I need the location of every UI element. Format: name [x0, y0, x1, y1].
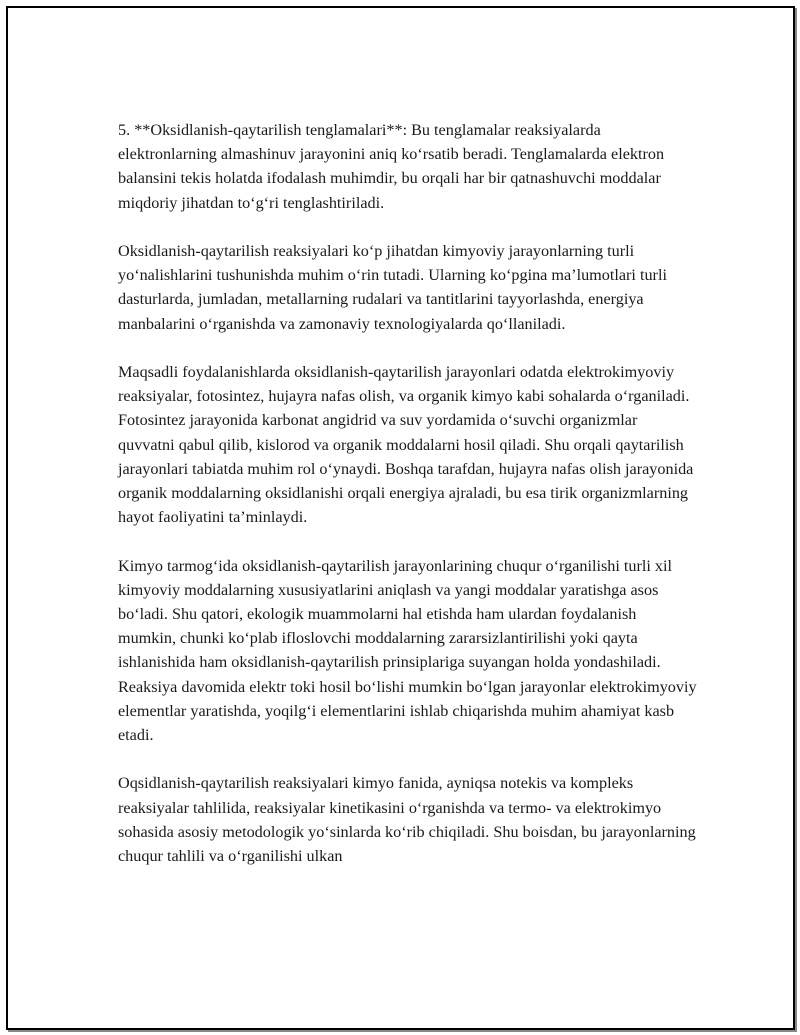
document-page	[6, 6, 795, 1030]
paragraph-3: Maqsadli foydalanishlarda oksidlanish-qaytarilish jarayonlari odatda elektrokimyoviy reaksiyalar, fotosintez, hujayra nafas olish, va organik kimyo kabi sohalarda oʻrganiladi. Fotosintez jarayonida karbonat angidrid va suv yordamida oʻsuvchi organizmlar quvvatni qabul qilib, kislorod va organik moddalarni hosil qiladi. Shu orqali qaytarilish jarayonlari tabiatda muhim rol oʻynaydi. Boshqa tarafdan, hujayra nafas olish jarayonida organik moddalarning oksidlanishi orqali energiya ajraladi, bu esa tirik organizmlarning hayot faoliyatini taʼminlaydi.	[118, 363, 694, 527]
paragraph-2: Oksidlanish-qaytarilish reaksiyalari koʻp jihatdan kimyoviy jarayonlarning turli yoʻnalishlarini tushunishda muhim oʻrin tutadi. Ularning koʻpgina maʼlumotlari turli dasturlarda, jumladan, metallarning rudalari va tantitlarini tayyorlashda, energiya manbalarini oʻrganishda va zamonaviy texnologiyalarda qoʻllaniladi.	[118, 242, 667, 333]
paragraph-1: 5. **Oksidlanish-qaytarilish tenglamalari**: Bu tenglamalar reaksiyalarda elektronlarning almashinuv jarayonini aniq koʻrsatib beradi. Tenglamalarda elektron balansini tekis holatda ifodalash muhimdir, bu orqali har bir qatnashuvchi moddalar miqdoriy jihatdan toʻgʻri tenglashtiriladi.	[118, 121, 665, 212]
paragraph-5: Oqsidlanish-qaytarilish reaksiyalari kimyo fanida, ayniqsa notekis va kompleks reaksiyalar tahlilida, reaksiyalar kinetikasini oʻrganishda va termo- va elektrokimyo sohasida asosiy metodologik yoʻsinlarda koʻrib chiqiladi. Shu boisdan, bu jarayonlarning chuqur tahlili va oʻrganilishi ulkan	[118, 774, 696, 866]
paragraph-4: Kimyo tarmogʻida oksidlanish-qaytarilish jarayonlarining chuqur oʻrganilishi turli xil kimyoviy moddalarning xususiyatlarini aniqlash va yangi moddalar yaratishga asos boʻladi. Shu qatori, ekologik muammolarni hal etishda ham ulardan foydalanish mumkin, chunki koʻplab ifloslovchi moddalarning zararsizlantirilishi yoki qayta ishlanishida ham oksidlanish-qaytarilish prinsiplariga suyangan holda yondashiladi. Reaksiya davomida elektr toki hosil boʻlishi mumkin boʻlgan jarayonlar elektrokimyoviy elementlar yaratishda, yoqilgʻi elementlarini ishlab chiqarishda muhim ahamiyat kasb etadi.	[118, 556, 697, 745]
document-body	[118, 118, 698, 892]
